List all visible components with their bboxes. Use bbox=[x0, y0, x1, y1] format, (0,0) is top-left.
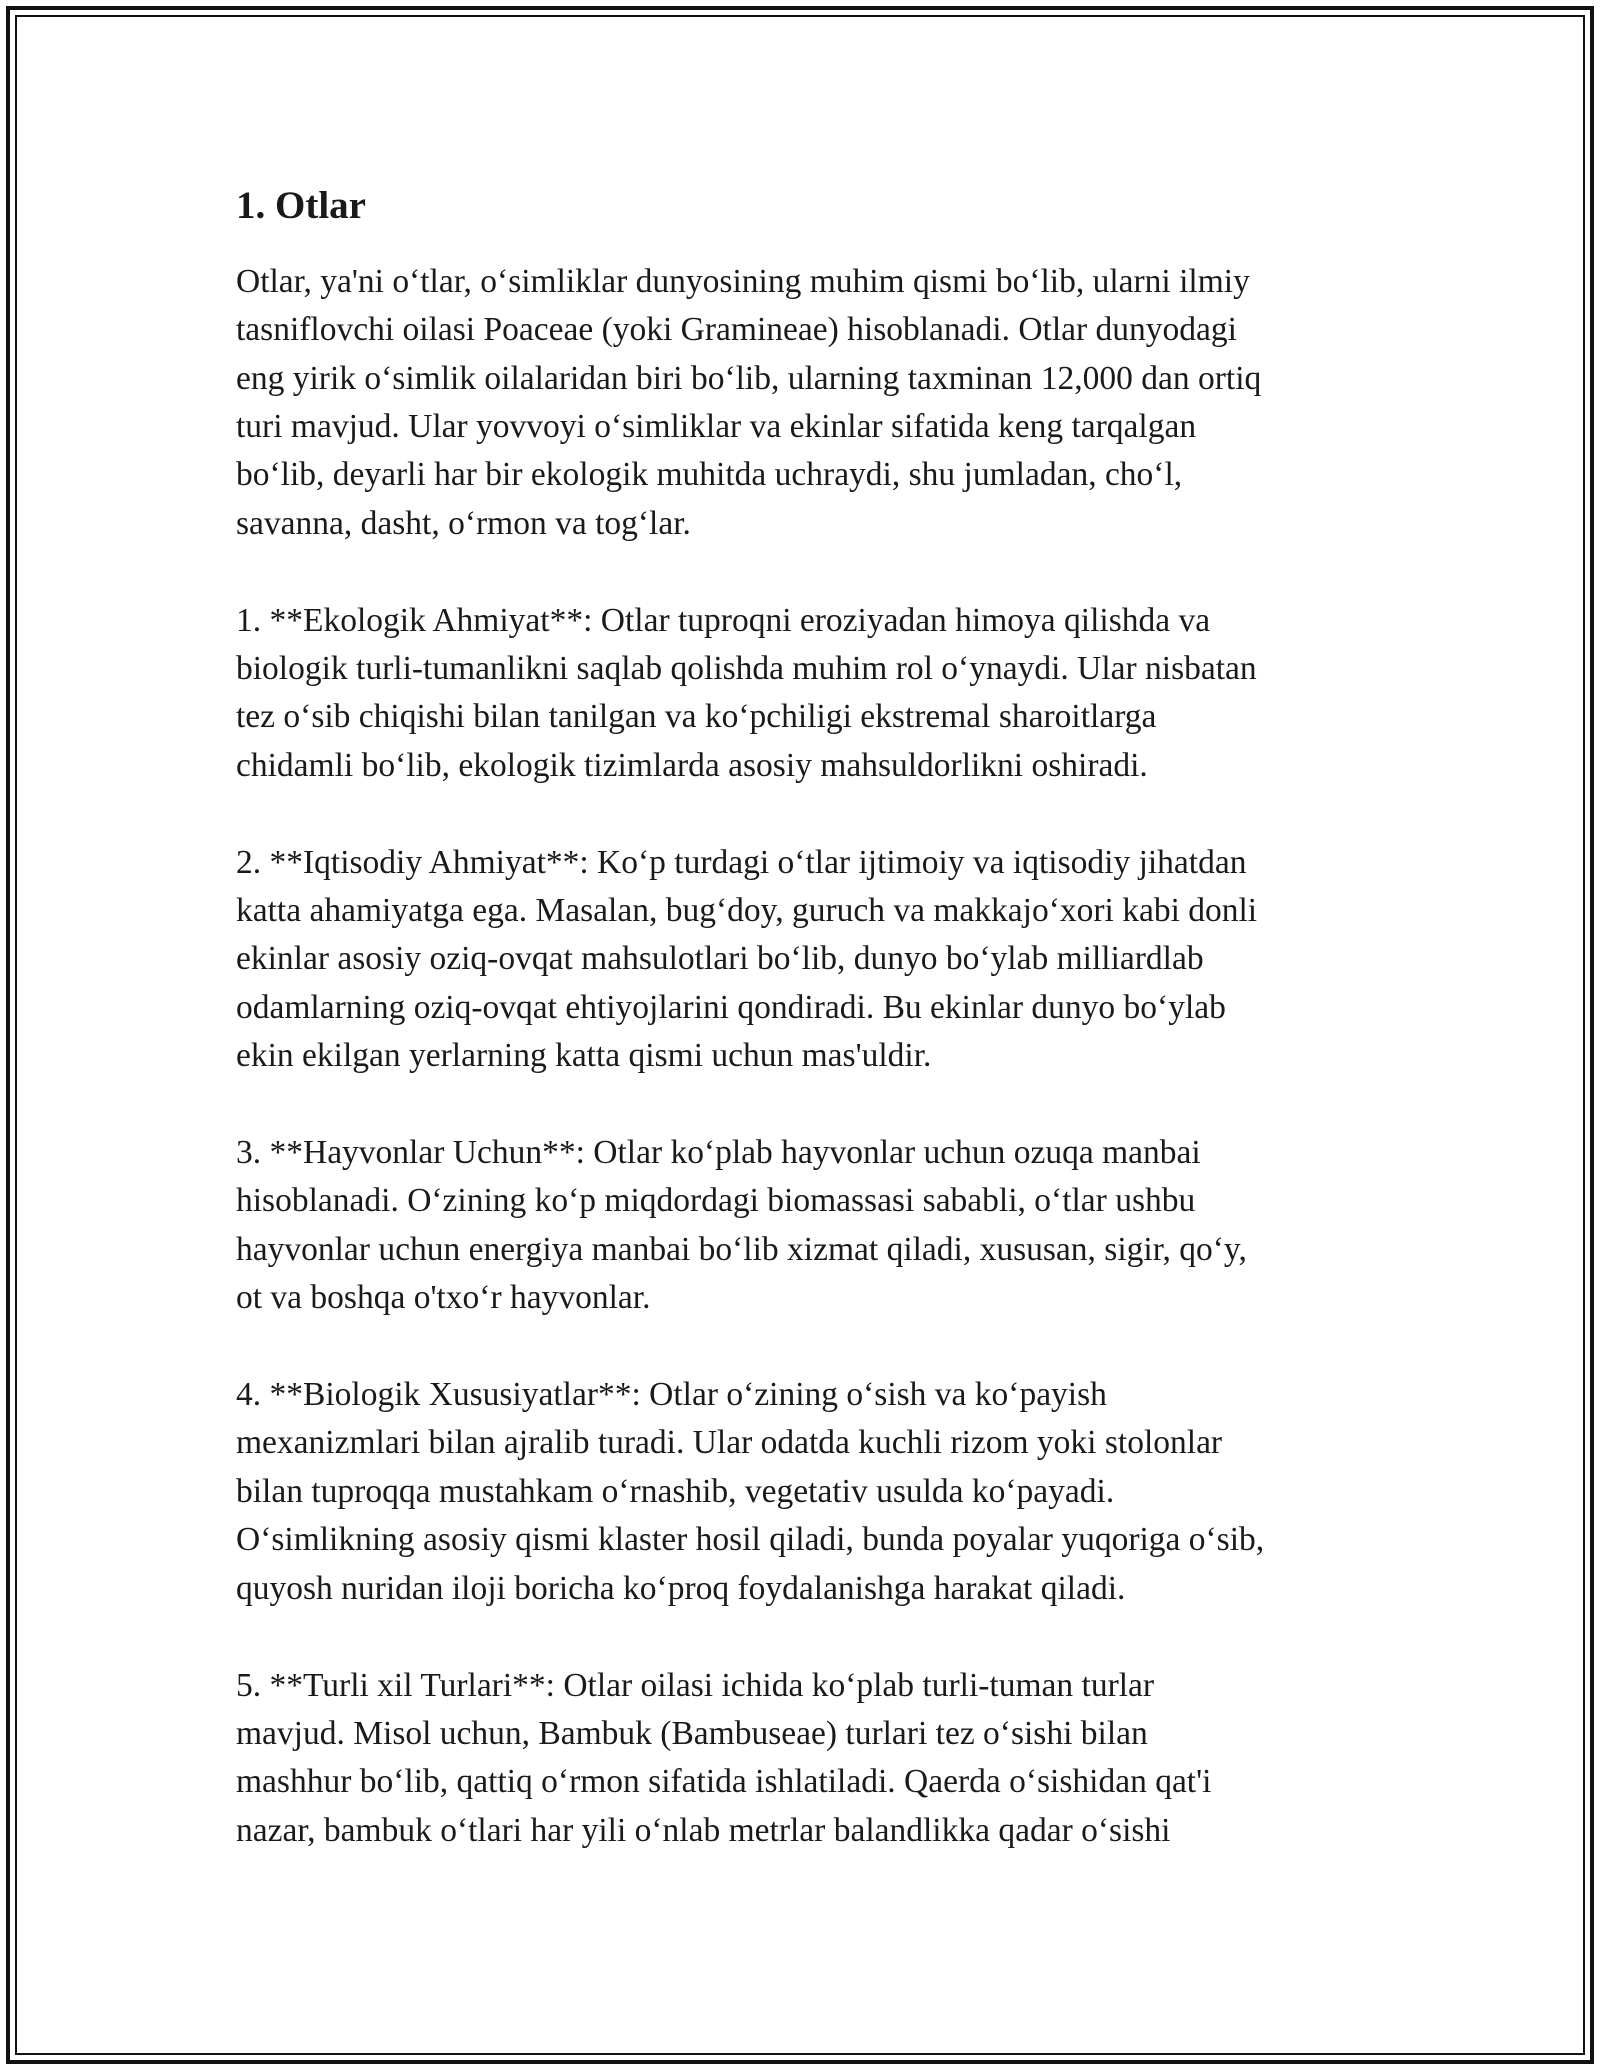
paragraph-animals: 3. **Hayvonlar Uchun**: Otlar ko‘plab hayvonlar uchun ozuqa manbai hisoblanadi. O‘zining ko‘p miqdordagi biomassasi sababli, o‘tlar ushbu hayvonlar uchun energiya manbai bo‘lib xizmat qiladi, xususan, sigir, qo‘y, ot va boshqa o'txo‘r hayvonlar. bbox=[236, 1134, 1247, 1317]
paragraph-biological: 4. **Biologik Xususiyatlar**: Otlar o‘zining o‘sish va ko‘payish mexanizmlari bilan ajralib turadi. Ular odatda kuchli rizom yoki stolonlar bilan tuproqqa mustahkam o‘rnashib, vegetativ usulda ko‘payadi. O‘simlikning asosiy qismi klaster hosil qiladi, bunda poyalar yuqoriga o‘sib, quyosh nuridan iloji boricha ko‘proq foydalanishga harakat qiladi. bbox=[236, 1376, 1265, 1607]
section-heading: 1. Otlar bbox=[236, 184, 366, 227]
paragraph-ecological: 1. **Ekologik Ahmiyat**: Otlar tuproqni eroziyadan himoya qilishda va biologik turli-tumanlikni saqlab qolishda muhim rol o‘ynaydi. Ular nisbatan tez o‘sib chiqishi bilan tanilgan va ko‘pchiligi ekstremal sharoitlarga chidamli bo‘lib, ekologik tizimlarda asosiy mahsuldorlikni oshiradi. bbox=[236, 601, 1257, 784]
paragraph-varieties: 5. **Turli xil Turlari**: Otlar oilasi ichida ko‘plab turli-tuman turlar mavjud. Misol uchun, Bambuk (Bambuseae) turlari tez o‘sishi bilan mashhur bo‘lib, qattiq o‘rmon sifatida ishlatiladi. Qaerda o‘sishidan qat'i nazar, bambuk o‘tlari har yili o‘nlab metrlar balandlikka qadar o‘sishi bbox=[236, 1666, 1212, 1849]
document-body bbox=[236, 183, 1376, 1904]
paragraph-economic: 2. **Iqtisodiy Ahmiyat**: Ko‘p turdagi o‘tlar ijtimoiy va iqtisodiy jihatdan katta ahamiyatga ega. Masalan, bug‘doy, guruch va makkajo‘xori kabi donli ekinlar asosiy oziq-ovqat mahsulotlari bo‘lib, dunyo bo‘ylab milliardlab odamlarning oziq-ovqat ehtiyojlarini qondiradi. Bu ekinlar dunyo bo‘ylab ekin ekilgan yerlarning katta qismi uchun mas'uldir. bbox=[236, 843, 1258, 1075]
intro-paragraph: Otlar, ya'ni o‘tlar, o‘simliklar dunyosining muhim qismi bo‘lib, ularni ilmiy tasniflovchi oilasi Poaceae (yoki Gramineae) hisoblanadi. Otlar dunyodagi eng yirik o‘simlik oilalaridan biri bo‘lib, ularning taxminan 12,000 dan ortiq turi mavjud. Ular yovvoyi o‘simliklar va ekinlar sifatida keng tarqalgan bo‘lib, deyarli har bir ekologik muhitda uchraydi, shu jumladan, cho‘l, savanna, dasht, o‘rmon va tog‘lar. bbox=[236, 262, 1262, 542]
